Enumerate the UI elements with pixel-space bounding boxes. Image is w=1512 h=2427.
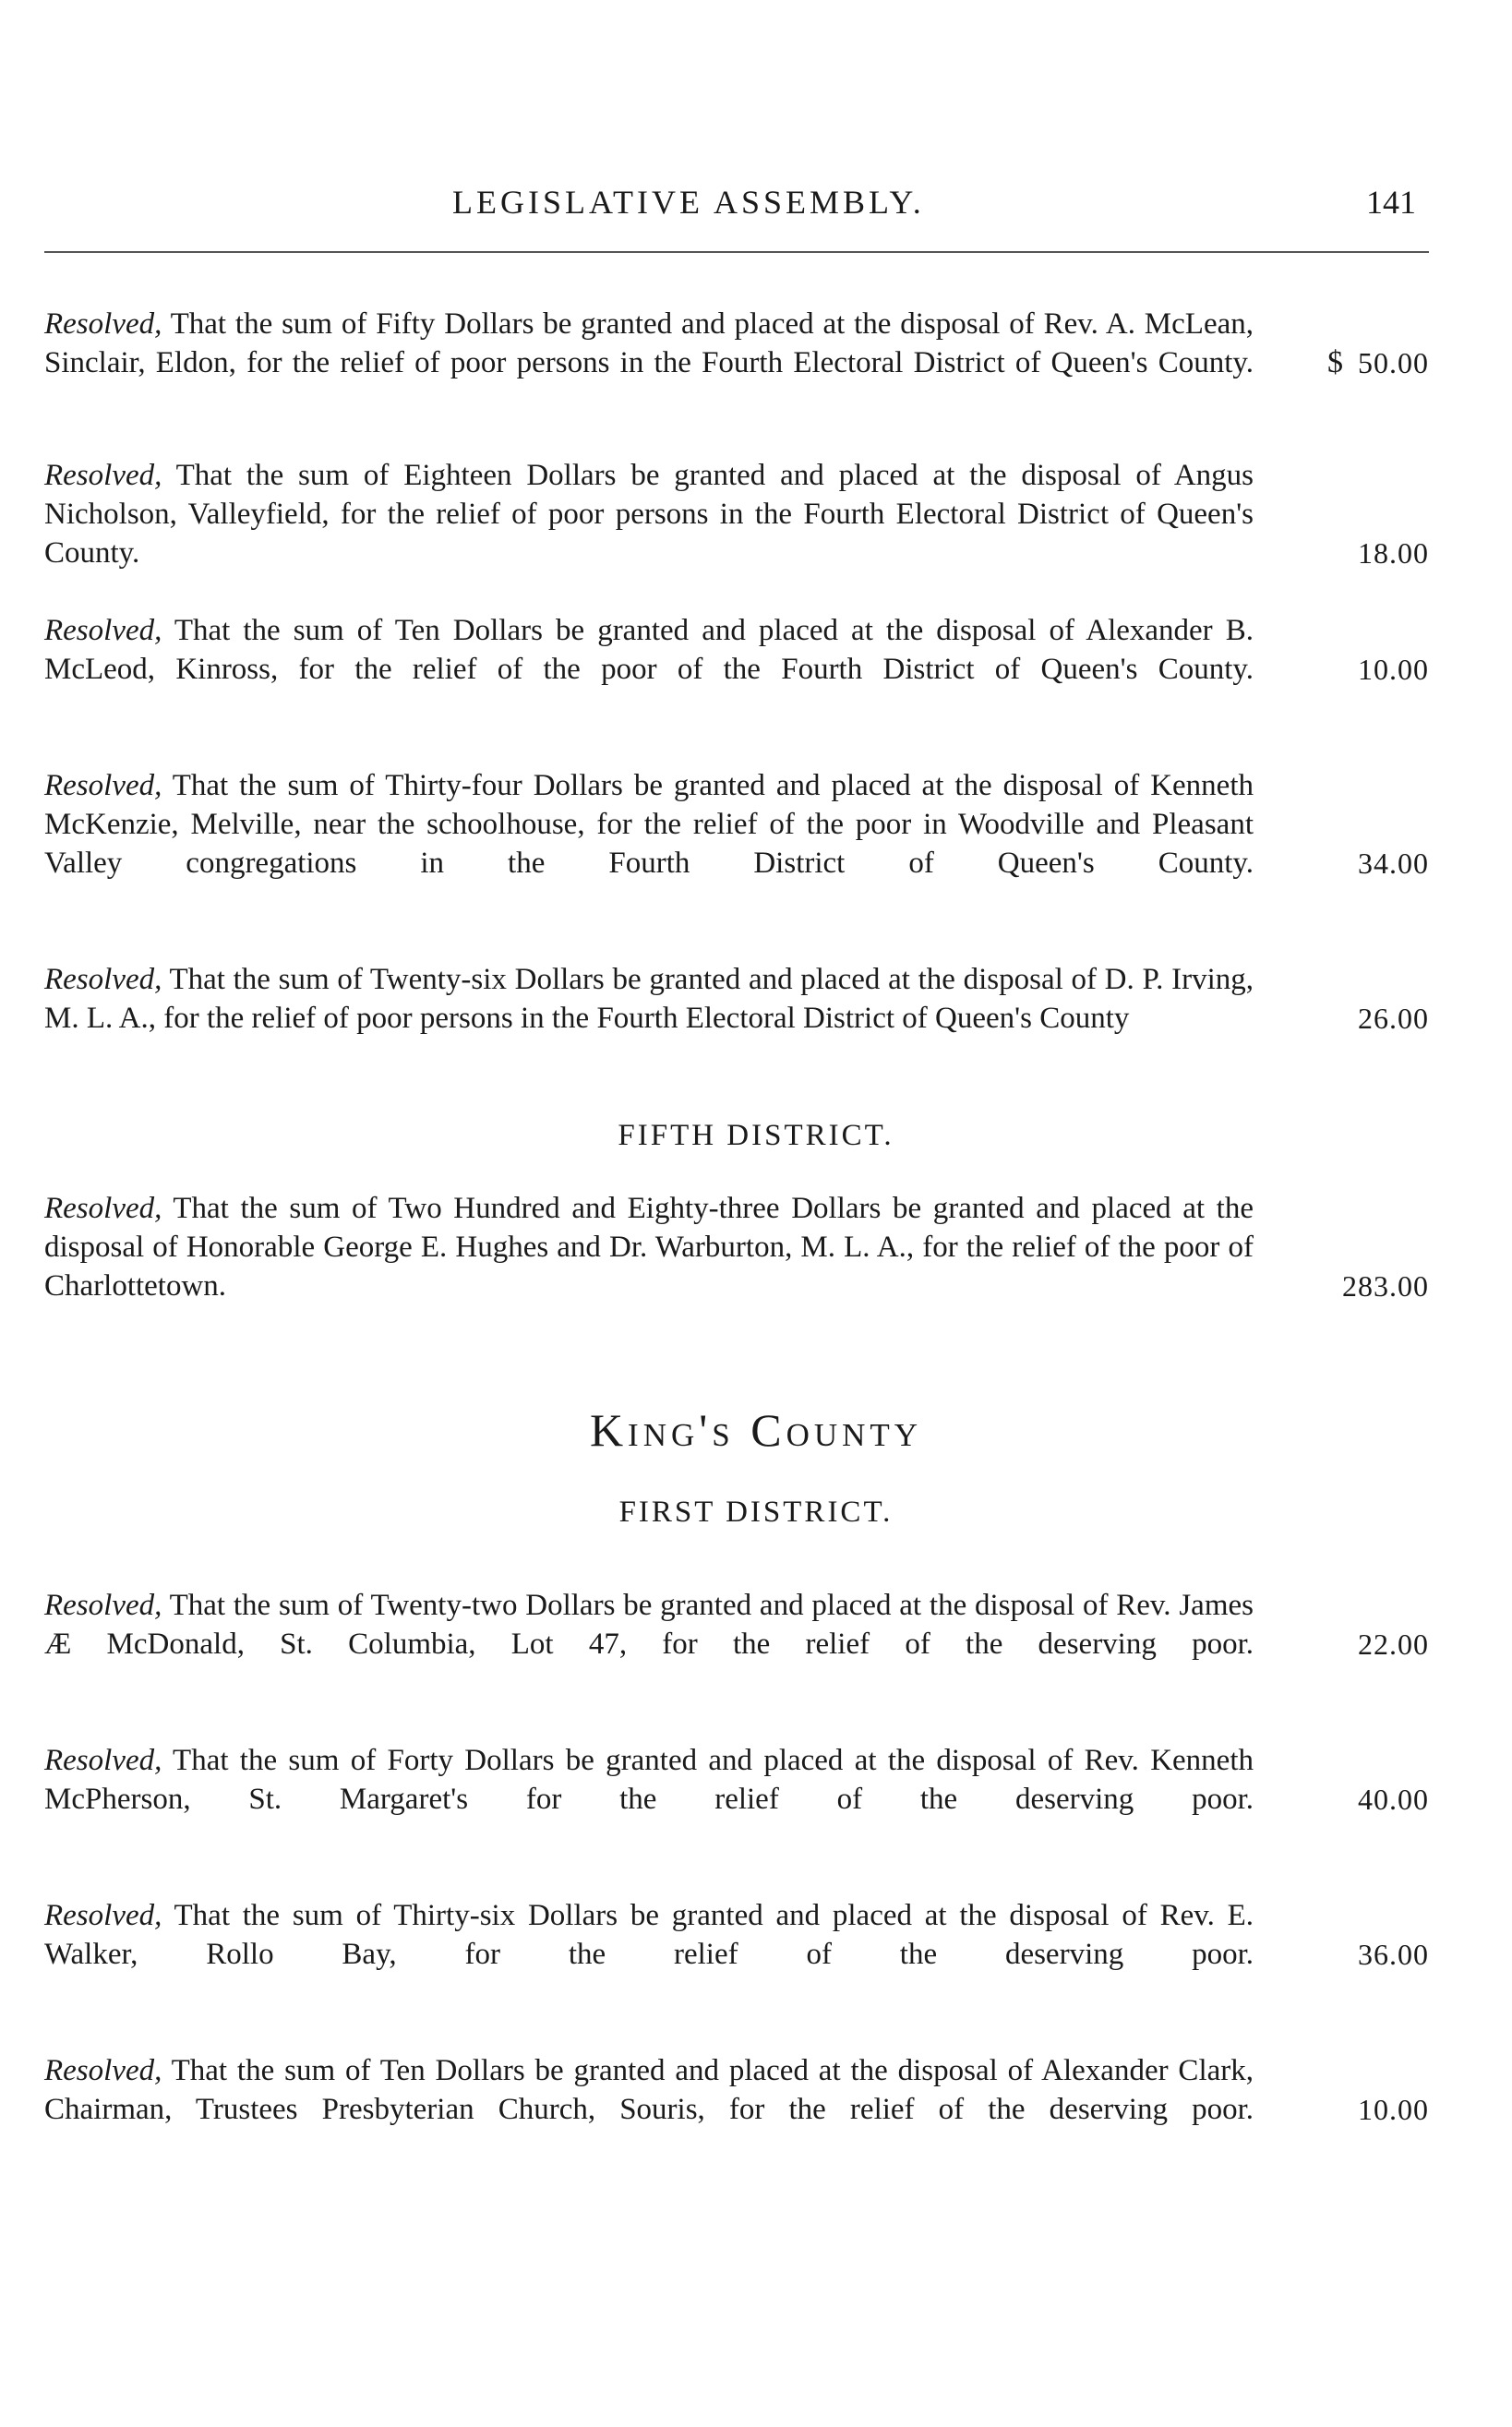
resolution-text	[44, 1741, 1254, 1819]
first-district-heading: FIRST DISTRICT.	[618, 1496, 894, 1529]
resolution-body: That the sum of Two Hundred and Eighty-three Dollars be granted and placed at the disposal of Honorable George E. Hughes and Dr. Warburton, M. L. A., for the relief of the poor of Charlottetown.	[44, 1192, 1254, 1303]
resolution-text	[44, 1896, 1254, 1974]
amount: 22.00	[1358, 1628, 1429, 1661]
resolution-text	[44, 456, 1254, 572]
resolution-body: That the sum of Twenty-six Dollars be granted and placed at the disposal of D. P. Irving, M. L. A., for the relief of poor persons in the Fourth Electoral District of Queen's County	[44, 963, 1254, 1035]
header-rule	[44, 251, 1429, 253]
resolution-entry	[44, 766, 1429, 883]
resolved-lead: Resolved,	[44, 614, 162, 647]
resolved-lead: Resolved,	[44, 307, 162, 341]
resolved-lead: Resolved,	[44, 1192, 162, 1225]
running-head: LEGISLATIVE ASSEMBLY.	[452, 184, 925, 221]
resolution-entry	[44, 1586, 1429, 1664]
resolution-entry	[44, 456, 1429, 572]
amount: 10.00	[1358, 653, 1429, 686]
amount: 26.00	[1358, 1002, 1429, 1035]
page-number: 141	[1366, 184, 1416, 221]
currency-symbol: $	[1327, 345, 1343, 379]
resolved-lead: Resolved,	[44, 2054, 162, 2087]
resolution-text	[44, 1189, 1254, 1305]
amount: 10.00	[1358, 2093, 1429, 2126]
resolution-body: That the sum of Fifty Dollars be granted and placed at the disposal of Rev. A. McLean, Sinclair, Eldon, for the relief of poor persons in the Fourth Electoral District of Queen's County.	[44, 307, 1254, 379]
resolution-text	[44, 1586, 1254, 1664]
amount: 36.00	[1358, 1938, 1429, 1971]
resolution-entry	[44, 2051, 1429, 2129]
resolution-text	[44, 766, 1254, 883]
resolved-lead: Resolved,	[44, 1589, 162, 1622]
amount: 18.00	[1358, 536, 1429, 570]
resolved-lead: Resolved,	[44, 459, 162, 492]
resolution-body: That the sum of Ten Dollars be granted and placed at the disposal of Alexander B. McLeod, Kinross, for the relief of the poor of the Fourth District of Queen's County.	[44, 614, 1254, 686]
fifth-district-heading: FIFTH DISTRICT.	[618, 1119, 894, 1152]
amount: 50.00	[1358, 346, 1429, 379]
resolution-entry	[44, 305, 1429, 382]
resolution-entry	[44, 1741, 1429, 1819]
amount: 283.00	[1342, 1269, 1429, 1303]
resolution-body: That the sum of Ten Dollars be granted and placed at the disposal of Alexander Clark, Chairman, Trustees Presbyterian Church, Souris, for the relief of the deserving poor.	[44, 2054, 1254, 2126]
resolution-body: That the sum of Twenty-two Dollars be granted and placed at the disposal of Rev. James Æ McDonald, St. Columbia, Lot 47, for the relief of the deserving poor.	[44, 1589, 1254, 1661]
resolution-body: That the sum of Eighteen Dollars be granted and placed at the disposal of Angus Nicholson, Valleyfield, for the relief of poor persons in the Fourth Electoral District of Queen's County.	[44, 459, 1254, 570]
resolved-lead: Resolved,	[44, 963, 162, 996]
resolution-entry	[44, 1896, 1429, 1974]
resolved-lead: Resolved,	[44, 1899, 162, 1932]
resolution-text	[44, 2051, 1254, 2129]
resolved-lead: Resolved,	[44, 769, 162, 802]
resolution-body: That the sum of Thirty-six Dollars be granted and placed at the disposal of Rev. E. Walker, Rollo Bay, for the relief of the deserving poor.	[44, 1899, 1254, 1971]
resolution-text	[44, 611, 1254, 689]
amount: 34.00	[1358, 847, 1429, 880]
resolution-body: That the sum of Thirty-four Dollars be granted and placed at the disposal of Kenneth McKenzie, Melville, near the schoolhouse, for the relief of the poor in Woodville and Pleasant Valley congregations in the Fourth District of Queen's County.	[44, 769, 1254, 880]
kings-county-heading: King's County	[589, 1404, 923, 1456]
resolution-text	[44, 305, 1254, 382]
resolution-entry	[44, 960, 1429, 1038]
resolution-entry	[44, 1189, 1429, 1305]
resolution-entry	[44, 611, 1429, 689]
resolution-body: That the sum of Forty Dollars be granted and placed at the disposal of Rev. Kenneth McPherson, St. Margaret's for the relief of the deserving poor.	[44, 1744, 1254, 1816]
resolution-text	[44, 960, 1254, 1038]
amount: 40.00	[1358, 1783, 1429, 1816]
resolved-lead: Resolved,	[44, 1744, 162, 1777]
